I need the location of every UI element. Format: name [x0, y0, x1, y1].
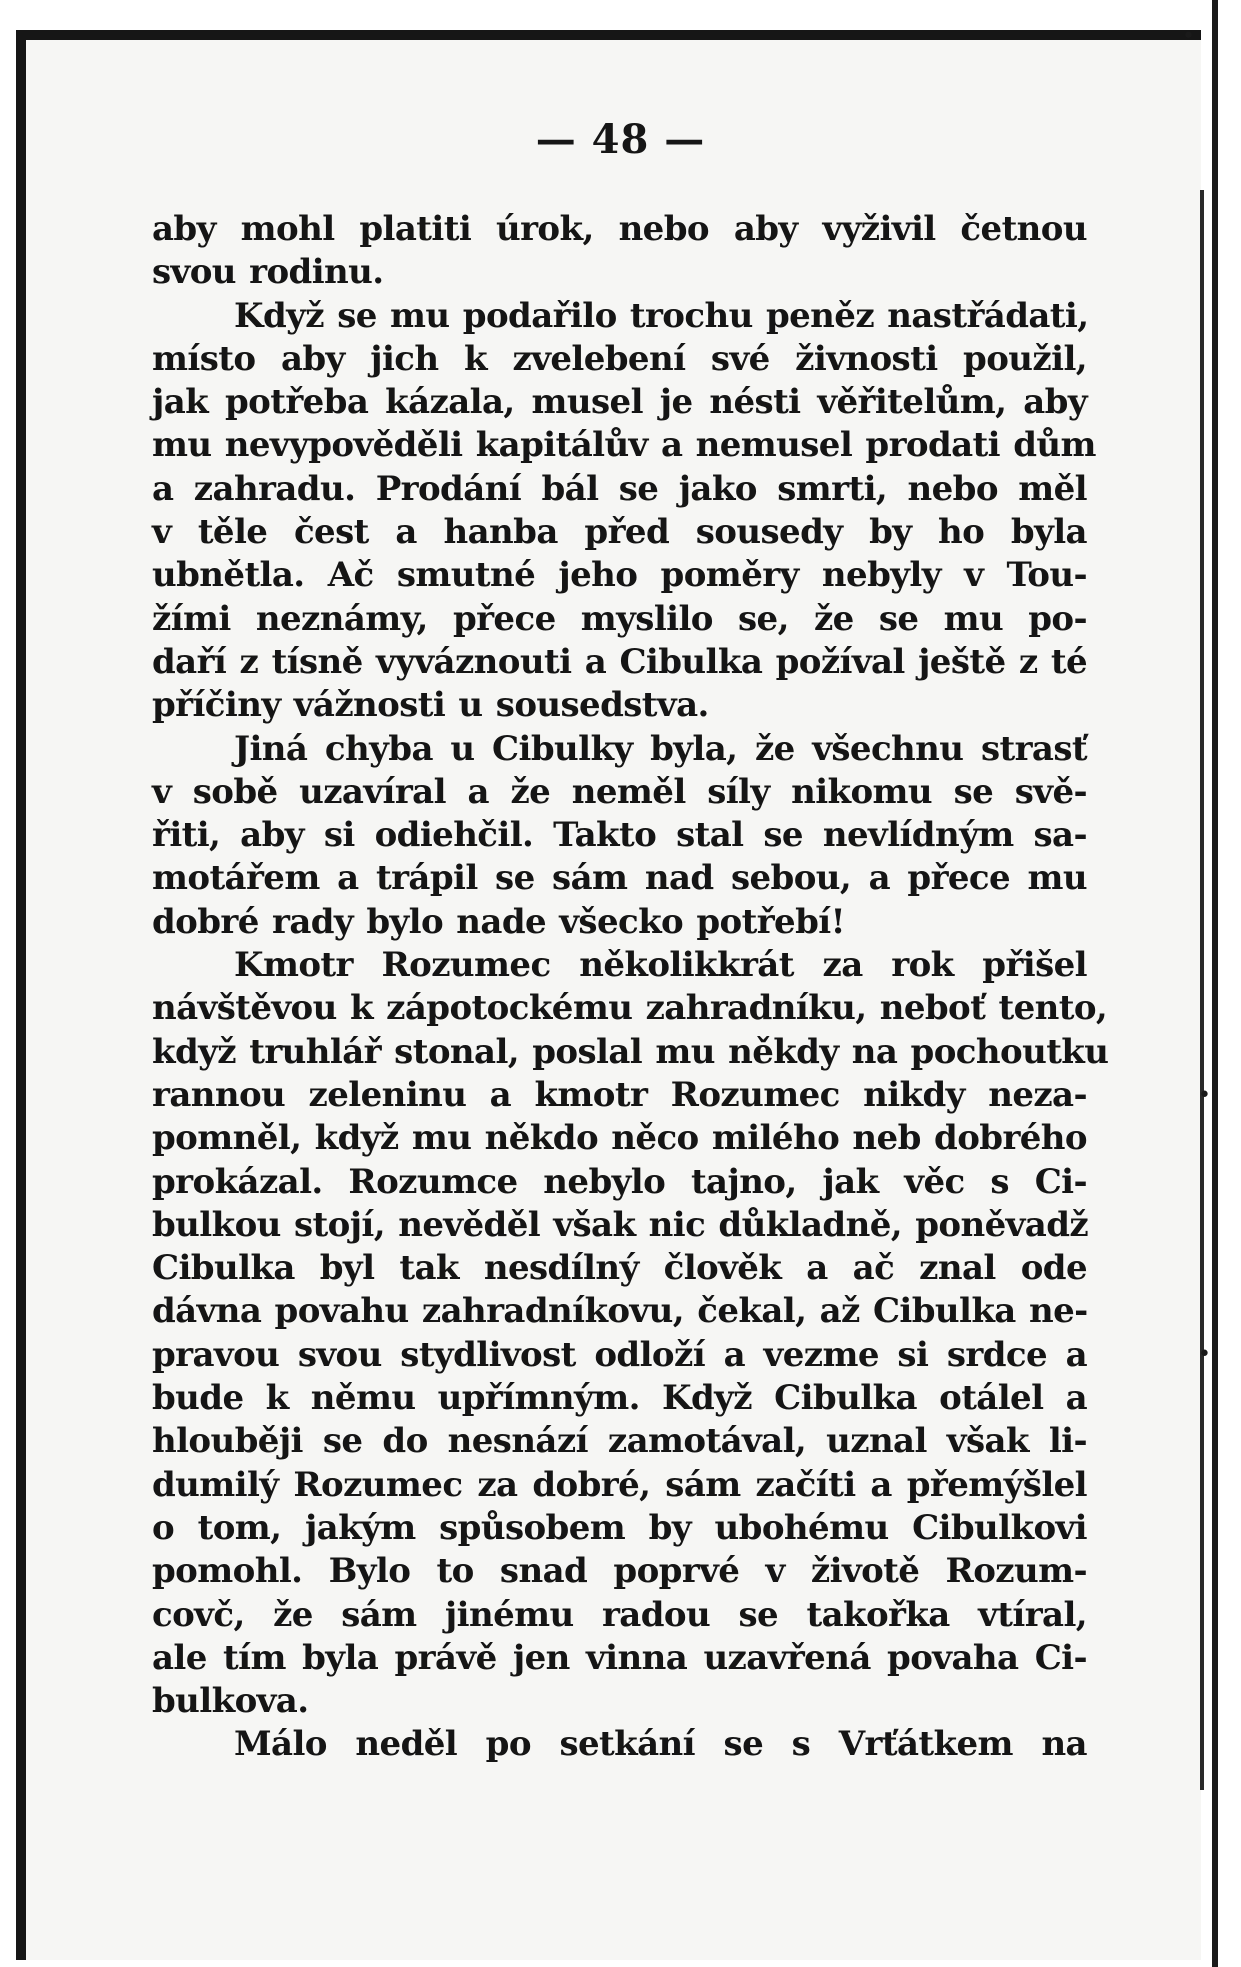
binding-margin: [1201, 0, 1241, 1967]
text-line: rannou zeleninu a kmotr Rozumec nikdy neza-: [152, 1074, 1087, 1115]
text-line: o tom, jakým spůsobem by ubohému Cibulkovi: [152, 1507, 1087, 1548]
text-line: Kmotr Rozumec několikkrát za rok přišel: [234, 945, 1087, 986]
text-line: bulkova.: [152, 1681, 309, 1722]
text-line: Jiná chyba u Cibulky byla, že všechnu strasť: [234, 728, 1087, 769]
text-line: dávna povahu zahradníkovu, čekal, až Cibulka ne-: [152, 1291, 1088, 1332]
text-line: návštěvou k zápotockému zahradníku, neboť tento,: [152, 988, 1108, 1029]
text-line: Cibulka byl tak nesdílný člověk a ač znal ode: [152, 1248, 1087, 1289]
text-line: bulkou stojí, nevěděl však nic důkladně, poněvadž: [152, 1204, 1089, 1245]
text-line: Málo neděl po setkání se s Vrťátkem na: [234, 1724, 1087, 1765]
text-line: příčiny vážnosti u sousedstva.: [152, 685, 709, 726]
text-line: motářem a trápil se sám nad sebou, a přece mu: [152, 858, 1087, 899]
margin-dot-mark: •: [1198, 1083, 1211, 1108]
text-line: Když se mu podařilo trochu peněz nastřádati,: [234, 295, 1089, 336]
text-line: pomohl. Bylo to snad poprvé v životě Rozum-: [152, 1551, 1087, 1592]
text-line: ale tím byla právě jen vinna uzavřená povaha Ci-: [152, 1637, 1087, 1678]
text-line: pomněl, když mu někdo něco milého neb dobrého: [152, 1118, 1087, 1159]
text-line: hlouběji se do nesnází zamotával, uznal však li-: [152, 1421, 1087, 1462]
text-line: v sobě uzavíral a že neměl síly nikomu se svě-: [152, 771, 1087, 812]
text-line: pravou svou stydlivost odloží a vezme si srdce a: [152, 1334, 1087, 1375]
binding-edge-line: [1212, 0, 1218, 1967]
binding-inner-line: [1200, 190, 1204, 1790]
text-line: v těle čest a hanba před sousedy by ho byla: [152, 512, 1087, 553]
text-line: žími neznámy, přece myslilo se, že se mu po-: [152, 598, 1087, 639]
text-line: mu nevypověděli kapitálův a nemusel prodati dům: [152, 425, 1096, 466]
page-number: — 48 —: [535, 116, 706, 163]
text-line: jak potřeba kázala, musel je nésti věřitelům, aby: [152, 382, 1087, 423]
text-line: svou rodinu.: [152, 252, 384, 293]
text-line: daří z tísně vyváznouti a Cibulka požíval ještě z té: [152, 641, 1087, 682]
text-line: dobré rady bylo nade všecko potřebí!: [152, 901, 845, 942]
text-line: řiti, aby si odiehčil. Takto stal se nevlídným sa-: [152, 815, 1087, 856]
body-text: [152, 208, 1109, 1767]
text-line: když truhlář stonal, poslal mu někdy na pochoutku: [152, 1031, 1109, 1072]
margin-dot-mark: •: [1198, 1342, 1211, 1367]
text-line: ubnětla. Ač smutné jeho poměry nebyly v Tou-: [152, 555, 1087, 596]
text-line: bude k němu upřímným. Když Cibulka otálel a: [152, 1378, 1087, 1419]
text-line: covč, že sám jinému radou se takořka vtíral,: [152, 1594, 1087, 1635]
margin-dot-mark: •: [1182, 24, 1195, 49]
text-line: dumilý Rozumec za dobré, sám začíti a přemýšlel: [152, 1464, 1087, 1505]
text-line: aby mohl platiti úrok, nebo aby vyživil četnou: [152, 209, 1087, 249]
text-line: místo aby jich k zvelebení své živnosti použil,: [152, 338, 1087, 379]
text-line: prokázal. Rozumce nebylo tajno, jak věc s Ci-: [152, 1161, 1087, 1202]
text-line: a zahradu. Prodání bál se jako smrti, nebo měl: [152, 468, 1087, 509]
